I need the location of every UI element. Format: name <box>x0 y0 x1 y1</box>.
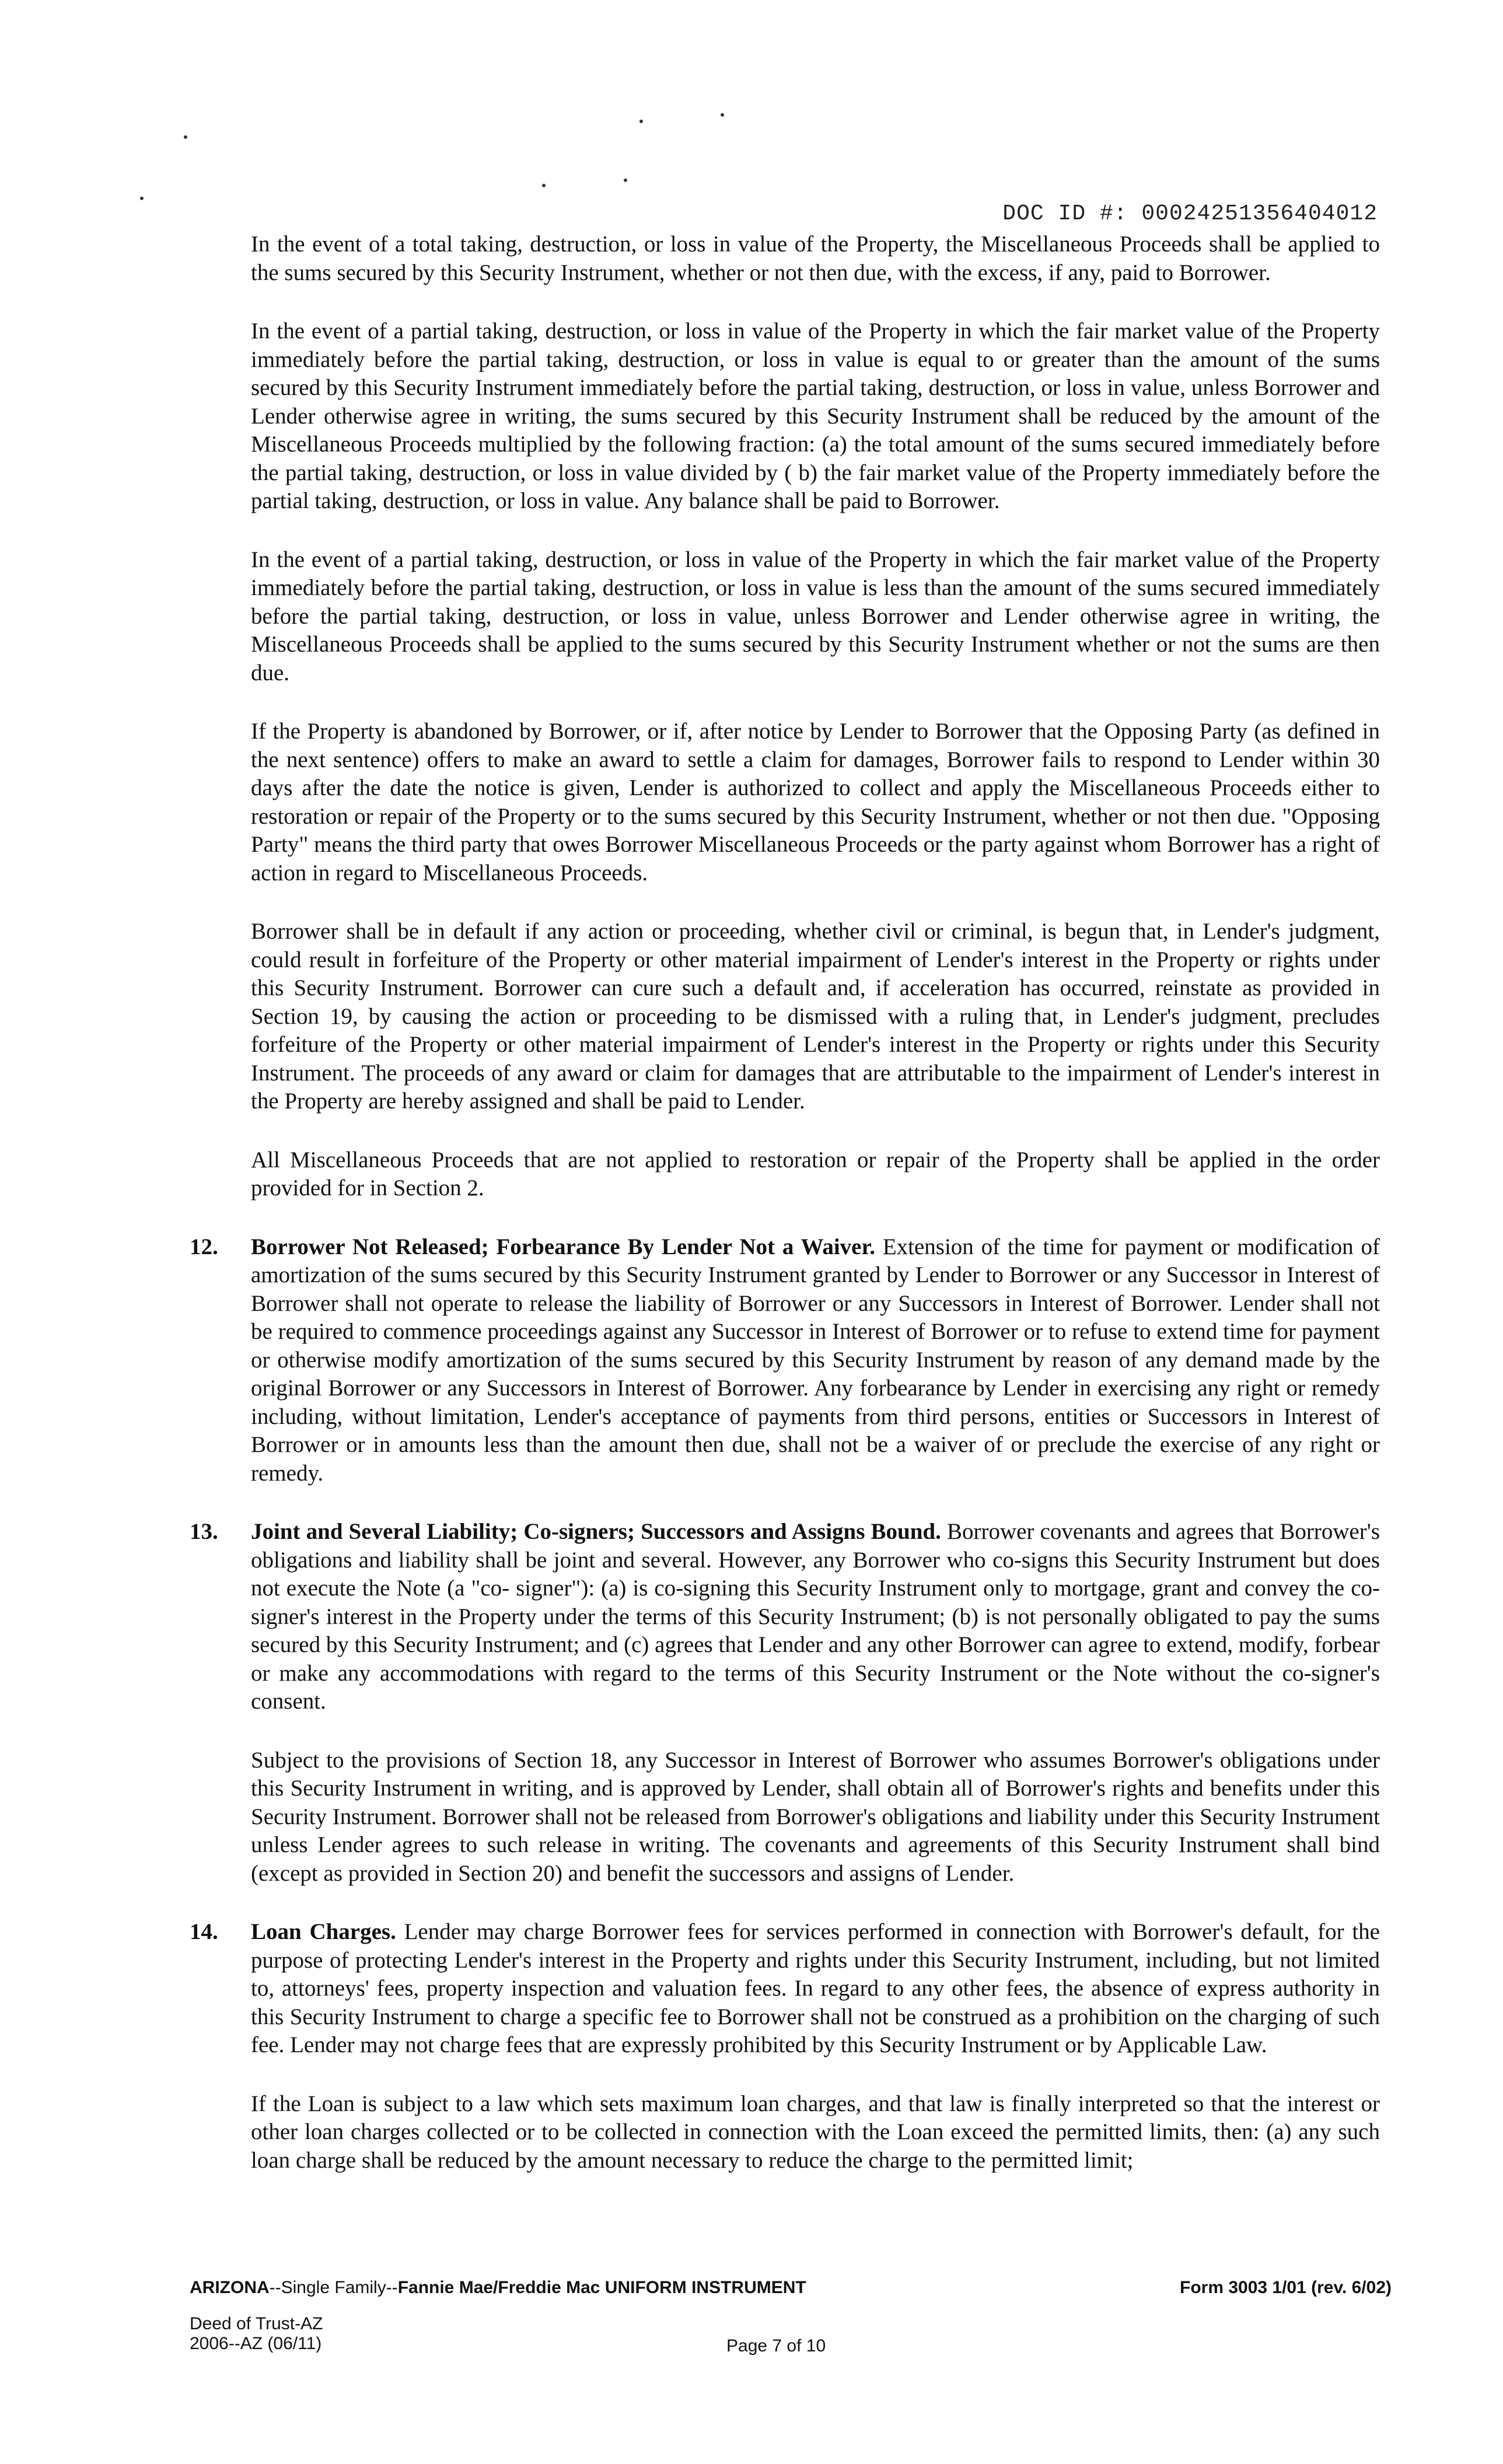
scan-speck <box>140 197 144 200</box>
section-13 <box>190 1518 1380 1888</box>
section-number: 14. <box>190 1919 218 1944</box>
section-number: 12. <box>190 1234 218 1259</box>
scan-speck <box>721 113 724 117</box>
section-heading: Borrower Not Released; Forbearance By Lender Not a Waiver. <box>251 1234 875 1259</box>
paragraph: In the event of a partial taking, destruction, or loss in value of the Property in which the fair market value of the Property immediately before the partial taking, destruction, or loss in value is less than the amount of the sums secured immediately before the partial taking, destruction, or loss in value, unless Borrower and Lender otherwise agree in writing, the Miscellaneous Proceeds shall be applied to the sums secured by this Security Instrument whether or not the sums are then due. <box>251 547 1380 685</box>
section-heading: Joint and Several Liability; Co-signers; Successors and Assigns Bound. <box>251 1519 941 1544</box>
form-number: Form 3003 1/01 (rev. 6/02) <box>1180 2278 1392 2297</box>
footer-doc-name: Deed of Trust-AZ <box>190 2314 323 2333</box>
section-paragraph <box>251 1918 1380 2060</box>
page-footer <box>190 2278 1392 2357</box>
section-14 <box>190 1918 1380 2175</box>
paragraph: In the event of a total taking, destruction, or loss in value of the Property, the Miscellaneous Proceeds shall be applied to the sums secured by this Security Instrument, whether or not then due, with the excess, if any, paid to Borrower. <box>251 232 1380 285</box>
section-12 <box>190 1233 1380 1488</box>
footer-state: ARIZONA <box>190 2278 270 2297</box>
section-paragraph <box>251 1518 1380 1716</box>
section-number: 13. <box>190 1519 218 1544</box>
paragraph: In the event of a partial taking, destruction, or loss in value of the Property in which the fair market value of the Property immediately before the partial taking, destruction, or loss in value is equal to or greater than the amount of the sums secured by this Security Instrument immediately before the partial taking, destruction, or loss in value, unless Borrower and Lender otherwise agree in writing, the sums secured by this Security Instrument shall be reduced by the amount of the Miscellaneous Proceeds multiplied by the following fraction: (a) the total amount of the sums secured immediately before the partial taking, destruction, or loss in value divided by ( b) the fair market value of the Property immediately before the partial taking, destruction, or loss in value. Any balance shall be paid to Borrower. <box>251 318 1380 513</box>
section-paragraph: If the Loan is subject to a law which sets maximum loan charges, and that law is finally interpreted so that the interest or other loan charges collected or to be collected in connection with the Loan exceed the permitted limits, then: (a) any such loan charge shall be reduced by the amount necessary to reduce the charge to the permitted limit; <box>251 2091 1380 2173</box>
page-number: Page 7 of 10 <box>726 2336 826 2356</box>
section-text: Borrower covenants and agrees that Borrower's obligations and liability shall be joint and several. However, any Borrower who co-signs this Security Instrument but does not execute the Note (a "co- signer"): (a) is co-signing this Security Instrument only to mortgage, grant and convey the co-signer's interest in the Property under the terms of this Security Instrument; (b) is not personally obligated to pay the sums secured by this Security Instrument; and (c) agrees that Lender and any other Borrower can agree to extend, modify, forbear or make any accommodations with regard to the terms of this Security Instrument or the Note without the co-signer's consent. <box>251 1519 1380 1714</box>
paragraph: Borrower shall be in default if any action or proceeding, whether civil or criminal, is begun that, in Lender's judgment, could result in forfeiture of the Property or other material impairment of Lender's interest in the Property or rights under this Security Instrument. Borrower can cure such a default and, if acceleration has occurred, reinstate as provided in Section 19, by causing the action or proceeding to be dismissed with a ruling that, in Lender's judgment, precludes forfeiture of the Property or other material impairment of Lender's interest in the Property or rights under this Security Instrument. The proceeds of any award or claim for damages that are attributable to the impairment of Lender's interest in the Property are hereby assigned and shall be paid to Lender. <box>251 919 1380 1114</box>
section-heading: Loan Charges. <box>251 1919 396 1944</box>
document-body <box>190 230 1380 2205</box>
form-title <box>190 2278 806 2298</box>
section-text: Lender may charge Borrower fees for services performed in connection with Borrower's default, for the purpose of protecting Lender's interest in the Property and rights under this Security Instrument, including, but not limited to, attorneys' fees, property inspection and valuation fees. In regard to any other fees, the absence of express authority in this Security Instrument to charge a specific fee to Borrower shall not be construed as a prohibition on the charging of such fee. Lender may not charge fees that are expressly prohibited by this Security Instrument or by Applicable Law. <box>251 1919 1380 2057</box>
doc-id: DOC ID #: 00024251356404012 <box>1002 201 1378 226</box>
footer-family: --Single Family-- <box>269 2278 398 2297</box>
section-paragraph <box>251 1233 1380 1488</box>
scan-speck <box>184 135 187 139</box>
paragraph: If the Property is abandoned by Borrower, or if, after notice by Lender to Borrower that the Opposing Party (as defined in the next sentence) offers to make an award to settle a claim for damages, Borrower fails to respond to Lender within 30 days after the date the notice is given, Lender is authorized to collect and apply the Miscellaneous Proceeds either to restoration or repair of the Property or to the sums secured by this Security Instrument, whether or not then due. "Opposing Party" means the third party that owes Borrower Miscellaneous Proceeds or the party against whom Borrower has a right of action in regard to Miscellaneous Proceeds. <box>251 719 1380 886</box>
scan-speck <box>542 184 546 187</box>
section-text: Extension of the time for payment or modification of amortization of the sums secured by this Security Instrument granted by Lender to Borrower or any Successor in Interest of Borrower shall not operate to release the liability of Borrower or any Successors in Interest of Borrower. Lender shall not be required to commence proceedings against any Successor in Interest of Borrower or to refuse to extend time for payment or otherwise modify amortization of the sums secured by this Security Instrument by reason of any demand made by the original Borrower or any Successors in Interest of Borrower. Any forbearance by Lender in exercising any right or remedy including, without limitation, Lender's acceptance of payments from third persons, entities or Successors in Interest of Borrower or in amounts less than the amount then due, shall not be a waiver of or preclude the exercise of any right or remedy. <box>251 1234 1380 1486</box>
footer-doc-code: 2006--AZ (06/11) <box>190 2334 322 2353</box>
section-paragraph: Subject to the provisions of Section 18, any Successor in Interest of Borrower who assumes Borrower's obligations under this Security Instrument in writing, and is approved by Lender, shall obtain all of Borrower's rights and benefits under this Security Instrument. Borrower shall not be released from Borrower's obligations and liability under this Security Instrument unless Lender agrees to such release in writing. The covenants and agreements of this Security Instrument shall bind (except as provided in Section 20) and benefit the successors and assigns of Lender. <box>251 1747 1380 1886</box>
paragraph: All Miscellaneous Proceeds that are not applied to restoration or repair of the Property shall be applied in the order provided for in Section 2. <box>251 1147 1380 1200</box>
footer-brand: Fannie Mae/Freddie Mac UNIFORM INSTRUMENT <box>397 2278 806 2297</box>
scan-speck <box>624 178 627 182</box>
scan-speck <box>639 120 643 123</box>
